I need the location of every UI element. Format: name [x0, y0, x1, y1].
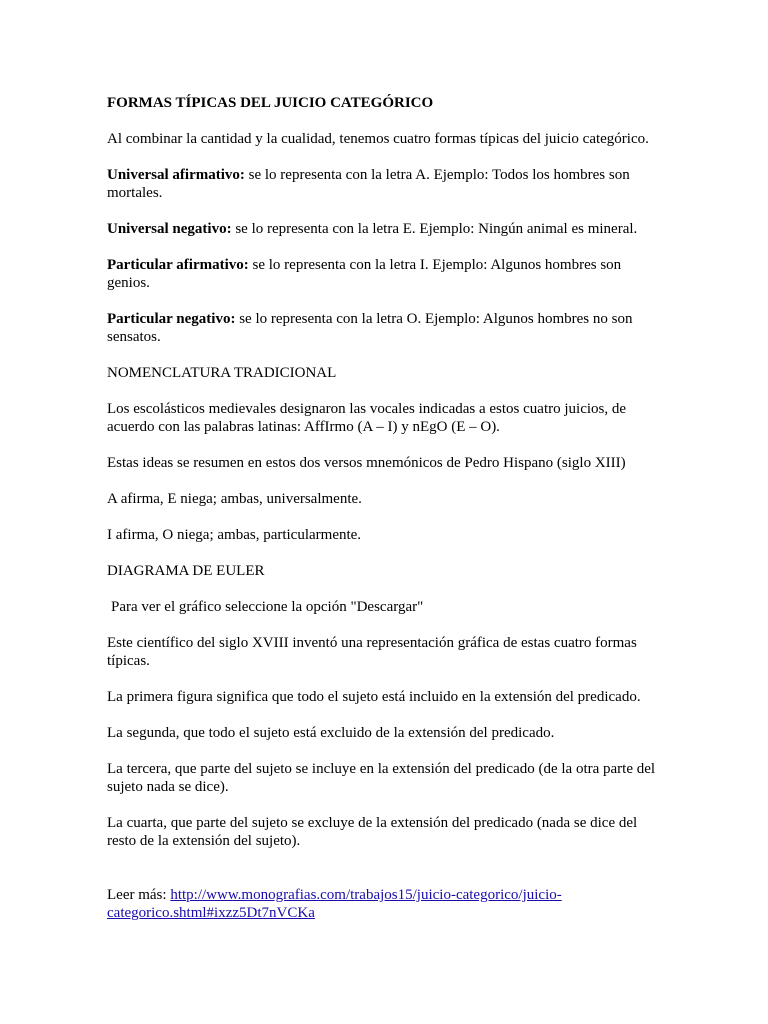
mnemonic-verse: I afirma, O niega; ambas, particularmente.	[107, 527, 362, 543]
euler-paragraph: La primera figura significa que todo el sujeto está incluido en la extensión del predicado.	[107, 689, 641, 705]
euler-download-note: Para ver el gráfico seleccione la opción "Descargar"	[111, 599, 424, 615]
euler-paragraph: Este científico del siglo XVIII inventó una representación gráfica de estas cuatro formas típicas.	[107, 635, 637, 669]
euler-paragraph: La segunda, que todo el sujeto está excluido de la extensión del predicado.	[107, 725, 555, 741]
form-label: Universal negativo:	[107, 221, 232, 237]
nomenclature-paragraph: Los escolásticos medievales designaron las vocales indicadas a estos cuatro juicios, de acuerdo con las palabras latinas: AffIrmo (A – I) y nEgO (E – O).	[107, 401, 627, 435]
document-body	[107, 94, 667, 940]
form-text: se lo representa con la letra A. Ejemplo: Todos los hombres son mortales.	[107, 167, 630, 201]
document-title: FORMAS TÍPICAS DEL JUICIO CATEGÓRICO	[107, 95, 434, 111]
intro-paragraph: Al combinar la cantidad y la cualidad, tenemos cuatro formas típicas del juicio categórico.	[107, 131, 649, 147]
form-label: Universal afirmativo:	[107, 167, 245, 183]
euler-heading: DIAGRAMA DE EULER	[107, 563, 265, 579]
form-text: se lo representa con la letra E. Ejemplo: Ningún animal es mineral.	[231, 221, 638, 237]
form-label: Particular afirmativo:	[107, 257, 249, 273]
read-more-label: Leer más:	[107, 887, 167, 903]
form-label: Particular negativo:	[107, 311, 236, 327]
mnemonic-verse: A afirma, E niega; ambas, universalmente.	[107, 491, 362, 507]
nomenclature-paragraph: Estas ideas se resumen en estos dos versos mnemónicos de Pedro Hispano (siglo XIII)	[107, 455, 626, 471]
source-link[interactable]: http://www.monografias.com/trabajos15/juicio-categorico/juicio-categorico.shtml#ixzz5Dt7nVCKa	[107, 887, 562, 921]
nomenclature-heading: NOMENCLATURA TRADICIONAL	[107, 365, 337, 381]
form-text: se lo representa con la letra I. Ejemplo: Algunos hombres son genios.	[107, 257, 622, 291]
form-particular-negative	[107, 310, 667, 346]
read-more	[107, 886, 667, 922]
euler-paragraph: La tercera, que parte del sujeto se incluye en la extensión del predicado (de la otra parte del sujeto nada se dice).	[107, 761, 656, 795]
form-particular-affirmative	[107, 256, 667, 292]
form-text: se lo representa con la letra O. Ejemplo: Algunos hombres no son sensatos.	[107, 311, 633, 345]
form-universal-negative	[107, 220, 667, 238]
form-universal-affirmative	[107, 166, 667, 202]
euler-paragraph: La cuarta, que parte del sujeto se excluye de la extensión del predicado (nada se dice del resto de la extensión del sujeto).	[107, 815, 638, 849]
